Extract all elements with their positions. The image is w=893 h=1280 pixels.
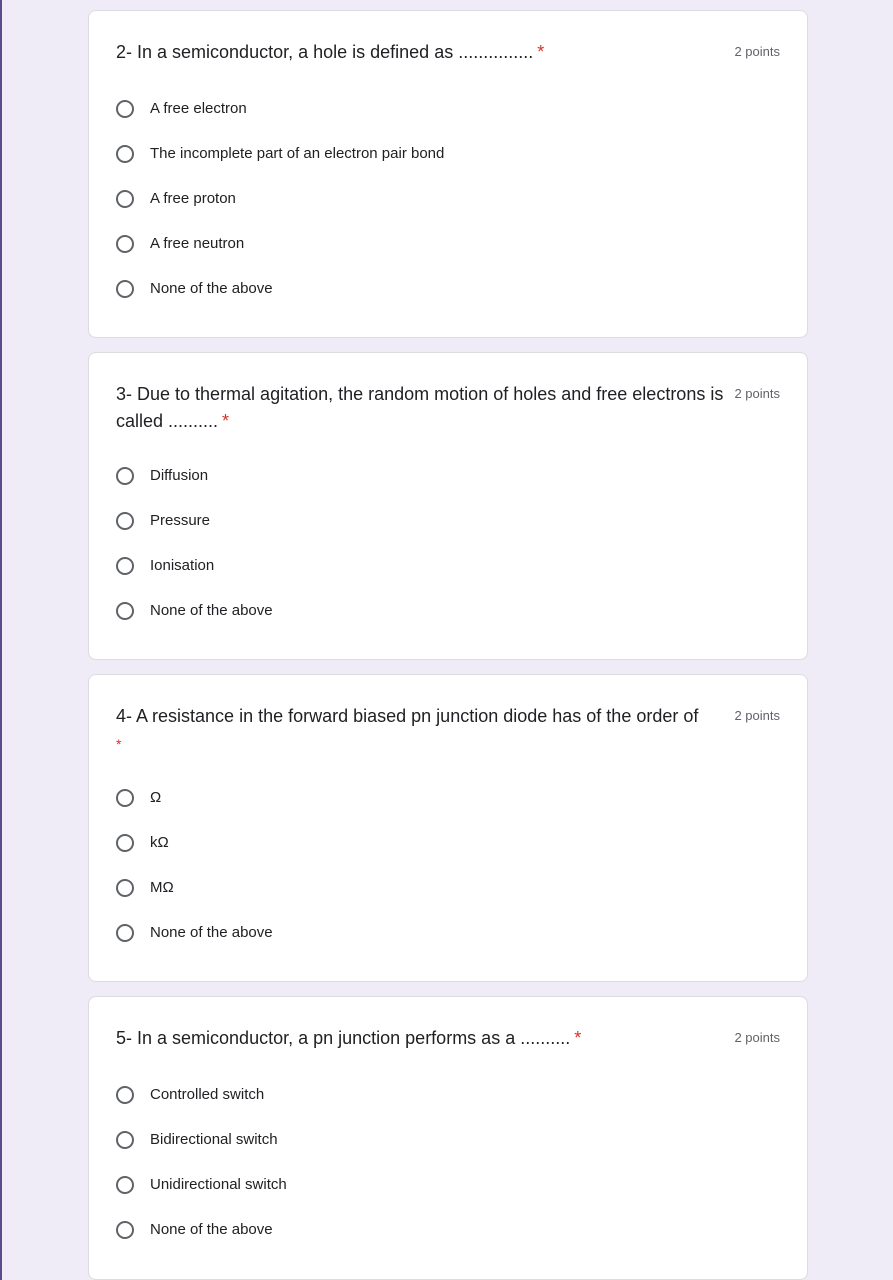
radio-unchecked-icon[interactable] xyxy=(116,145,134,163)
option-controlled-switch[interactable] xyxy=(116,1072,287,1117)
option-label: Pressure xyxy=(150,512,211,529)
radio-unchecked-icon[interactable] xyxy=(116,834,134,852)
question-title xyxy=(116,39,728,66)
option-unidirectional-switch[interactable] xyxy=(116,1162,287,1207)
radio-unchecked-icon[interactable] xyxy=(116,280,134,298)
question-card-3 xyxy=(88,352,808,660)
option-label: A free neutron xyxy=(150,235,245,252)
question-title xyxy=(116,381,728,435)
radio-unchecked-icon[interactable] xyxy=(116,1176,134,1194)
question-text: 4- A resistance in the forward biased pn junction diode has of the order of xyxy=(116,706,699,726)
option-label: kΩ xyxy=(150,834,169,851)
page-edge xyxy=(0,0,2,1280)
required-asterisk: * xyxy=(222,411,230,431)
radio-unchecked-icon[interactable] xyxy=(116,1086,134,1104)
required-asterisk: * xyxy=(116,736,122,752)
radio-unchecked-icon[interactable] xyxy=(116,190,134,208)
required-asterisk: * xyxy=(537,42,545,62)
options-list xyxy=(116,86,444,311)
option-ohm[interactable] xyxy=(116,775,273,820)
radio-unchecked-icon[interactable] xyxy=(116,602,134,620)
option-label: None of the above xyxy=(150,602,273,619)
option-label: Controlled switch xyxy=(150,1086,265,1103)
option-label: Unidirectional switch xyxy=(150,1176,287,1193)
option-label: Bidirectional switch xyxy=(150,1131,278,1148)
points-label: 2 points xyxy=(734,386,780,401)
option-label: A free proton xyxy=(150,190,236,207)
question-card-4 xyxy=(88,674,808,982)
option-diffusion[interactable] xyxy=(116,453,273,498)
radio-unchecked-icon[interactable] xyxy=(116,1221,134,1239)
question-text: 5- In a semiconductor, a pn junction performs as a .......... xyxy=(116,1028,571,1048)
option-free-proton[interactable] xyxy=(116,176,444,221)
options-list xyxy=(116,453,273,633)
option-mega-ohm[interactable] xyxy=(116,865,273,910)
option-bidirectional-switch[interactable] xyxy=(116,1117,287,1162)
radio-unchecked-icon[interactable] xyxy=(116,100,134,118)
question-title xyxy=(116,1025,728,1052)
option-label: A free electron xyxy=(150,100,247,117)
option-none-of-the-above[interactable] xyxy=(116,588,273,633)
points-label: 2 points xyxy=(734,708,780,723)
option-free-electron[interactable] xyxy=(116,86,444,131)
option-label: None of the above xyxy=(150,280,273,297)
option-label: None of the above xyxy=(150,1221,273,1238)
question-text: 3- Due to thermal agitation, the random motion of holes and free electrons is called .......... xyxy=(116,384,724,431)
points-label: 2 points xyxy=(734,1030,780,1045)
option-label: Diffusion xyxy=(150,467,209,484)
radio-unchecked-icon[interactable] xyxy=(116,789,134,807)
option-label: None of the above xyxy=(150,924,273,941)
required-asterisk: * xyxy=(574,1028,582,1048)
radio-unchecked-icon[interactable] xyxy=(116,1131,134,1149)
option-none-of-the-above[interactable] xyxy=(116,910,273,955)
option-label: MΩ xyxy=(150,879,174,896)
radio-unchecked-icon[interactable] xyxy=(116,512,134,530)
option-label: Ω xyxy=(150,789,162,806)
option-kilo-ohm[interactable] xyxy=(116,820,273,865)
radio-unchecked-icon[interactable] xyxy=(116,557,134,575)
points-label: 2 points xyxy=(734,44,780,59)
question-title xyxy=(116,703,728,758)
option-none-of-the-above[interactable] xyxy=(116,266,444,311)
option-pressure[interactable] xyxy=(116,498,273,543)
option-none-of-the-above[interactable] xyxy=(116,1207,287,1252)
question-card-5 xyxy=(88,996,808,1280)
option-label: The incomplete part of an electron pair bond xyxy=(150,145,445,162)
options-list xyxy=(116,1072,287,1252)
radio-unchecked-icon[interactable] xyxy=(116,467,134,485)
option-label: Ionisation xyxy=(150,557,215,574)
question-card-2 xyxy=(88,10,808,338)
option-free-neutron[interactable] xyxy=(116,221,444,266)
options-list xyxy=(116,775,273,955)
option-ionisation[interactable] xyxy=(116,543,273,588)
option-incomplete-pair-bond[interactable] xyxy=(116,131,444,176)
radio-unchecked-icon[interactable] xyxy=(116,924,134,942)
radio-unchecked-icon[interactable] xyxy=(116,235,134,253)
radio-unchecked-icon[interactable] xyxy=(116,879,134,897)
question-text: 2- In a semiconductor, a hole is defined as ............... xyxy=(116,42,534,62)
